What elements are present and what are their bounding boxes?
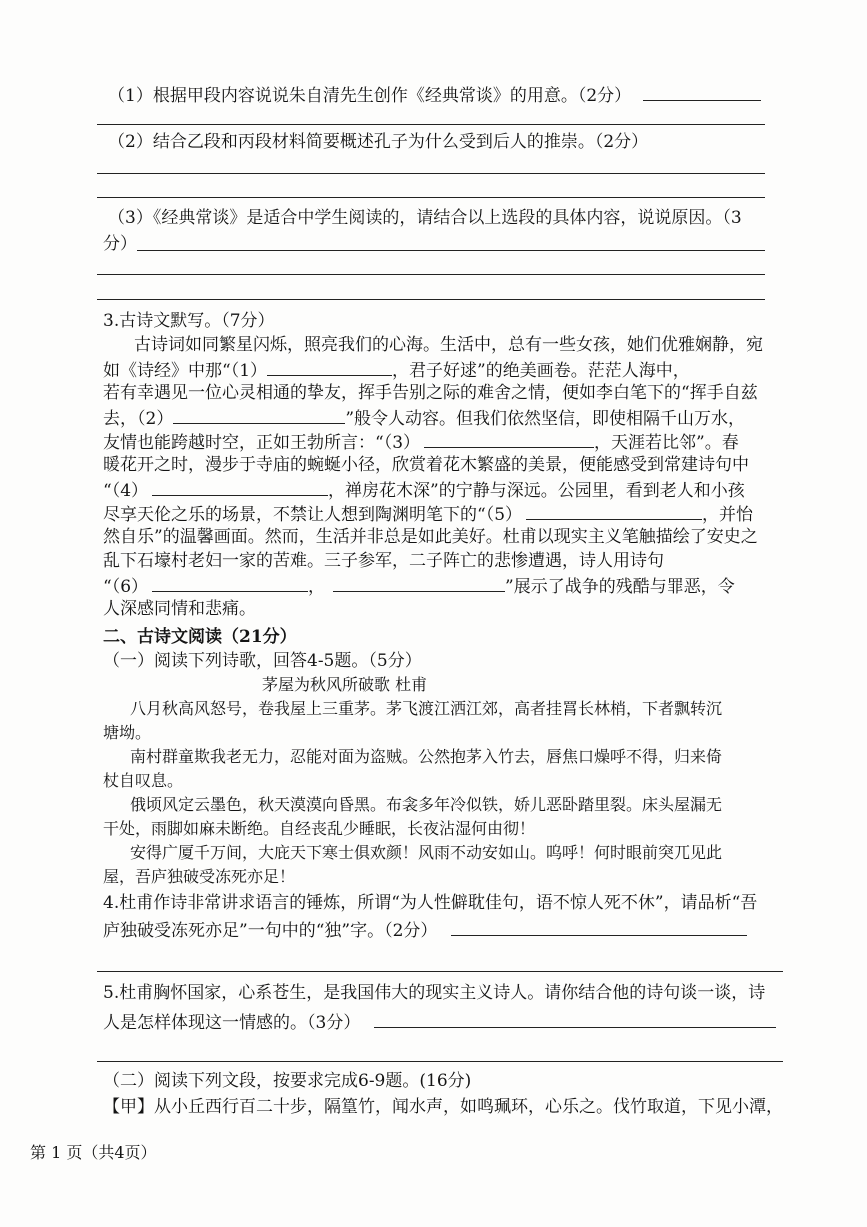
passage-line: 【甲】从小丘西行百二十步，隔篁竹，闻水声，如鸣珮环，心乐之。伐竹取道，下见小潭，	[103, 1097, 783, 1117]
poem-line: 八月秋高风怒号，卷我屋上三重茅。茅飞渡江洒江郊，高者挂罥长林梢，下者飘转沉	[130, 699, 723, 718]
dictation-line: “（6） ， ”展示了战争的残酷与罪恶，令	[103, 573, 735, 599]
subsection-heading: （一）阅读下列诗歌，回答4-5题。（5分）	[103, 651, 422, 671]
dictation-line: 尽享天伦之乐的场景，不禁让人想到陶渊明笔下的“（5） ，并怡	[103, 501, 753, 527]
answer-blank-1[interactable]	[267, 357, 392, 376]
question-5-cont: 人是怎样体现这一情感的。（3分）	[103, 1009, 776, 1035]
poem-line: 干处，雨脚如麻未断绝。自经丧乱少睡眠，长夜沾湿何由彻！	[103, 819, 536, 838]
dictation-line: 古诗词如同繁星闪烁，照亮我们的心海。生活中，总有一些女孩，她们优雅娴静，宛	[134, 335, 763, 355]
poem-line: 塘坳。	[103, 723, 152, 742]
answer-blank-3[interactable]	[424, 429, 594, 448]
dictation-line: 暖花开之时，漫步于寺庙的蜿蜒小径，欣赏着花木繁盛的美景，便能感受到常建诗句中	[103, 455, 749, 475]
answer-blank-6a[interactable]	[152, 573, 308, 592]
question-1-text: （1）根据甲段内容说说朱自清先生创作《经典常谈》的用意。（2分）	[108, 86, 632, 106]
question-3: （3）《经典常谈》是适合中学生阅读的，请结合以上选段的具体内容，说说原因。（3	[108, 208, 742, 228]
answer-blank[interactable]	[451, 917, 747, 936]
subsection-heading: （二）阅读下列文段，按要求完成6-9题。(16分)	[103, 1071, 472, 1091]
dictation-line: 若有幸遇见一位心灵相通的挚友，挥手告别之际的难舍之情，便如李白笔下的“挥手自兹	[103, 383, 758, 403]
answer-line[interactable]	[97, 124, 765, 125]
poem-title: 茅屋为秋风所破歌 杜甫	[262, 675, 428, 694]
poem-line: 杖自叹息。	[103, 771, 184, 790]
dictation-line: 乱下石壕村老妇一家的苦难。三子参军，二子阵亡的悲惨遭遇，诗人用诗句	[103, 551, 664, 571]
answer-line[interactable]	[97, 971, 783, 972]
answer-line[interactable]	[97, 299, 765, 300]
question-2: （2）结合乙段和丙段材料简要概述孔子为什么受到后人的推崇。（2分）	[108, 132, 649, 152]
question-1	[108, 82, 761, 108]
answer-blank-5[interactable]	[526, 501, 702, 520]
dictation-line: 友情也能跨越时空，正如王勃所言：“（3） ，天涯若比邻”。春	[103, 429, 739, 455]
question-4: 4.杜甫作诗非常讲求语言的锤炼，所谓“为人性僻耽佳句，语不惊人死不休”，请品析“吾	[103, 893, 758, 913]
answer-blank[interactable]	[643, 82, 761, 101]
dictation-line: “（4） ，禅房花木深”的宁静与深远。公园里，看到老人和小孩	[103, 477, 745, 503]
page-number: 第 1 页（共4页）	[30, 1143, 157, 1162]
answer-blank-2[interactable]	[173, 405, 345, 424]
dictation-line: 去，（2） ”般令人动容。但我们依然坚信，即使相隔千山万水，	[103, 405, 745, 431]
question-5: 5.杜甫胸怀国家，心系苍生，是我国伟大的现实主义诗人。请你结合他的诗句谈一谈，诗	[103, 983, 766, 1003]
dictation-heading: 3.古诗文默写。（7分）	[103, 311, 275, 331]
dictation-line: 人深感同情和悲痛。	[103, 599, 256, 619]
poem-line: 俄顷风定云墨色，秋天漠漠向昏黑。布衾多年冷似铁，娇儿恶卧踏里裂。床头屋漏无	[130, 795, 723, 814]
answer-line[interactable]	[97, 173, 765, 174]
poem-line: 南村群童欺我老无力，忍能对面为盗贼。公然抱茅入竹去，唇焦口燥呼不得，归来倚	[130, 747, 723, 766]
answer-line[interactable]	[97, 274, 765, 275]
poem-line: 安得广厦千万间，大庇天下寒士俱欢颜！风雨不动安如山。呜呼！何时眼前突兀见此	[130, 843, 723, 862]
answer-blank-4[interactable]	[152, 477, 328, 496]
answer-blank[interactable]	[374, 1009, 776, 1028]
answer-blank-6b[interactable]	[333, 573, 505, 592]
dictation-line: 然自乐”的温馨画面。然而，生活并非总是如此美好。杜甫以现实主义笔触描绘了安史之	[103, 527, 758, 547]
answer-line[interactable]	[97, 1061, 783, 1062]
section-heading: 二、古诗文阅读（21分）	[103, 627, 297, 647]
answer-line[interactable]	[137, 250, 765, 251]
dictation-line: 如《诗经》中那“（1） ，君子好逑”的绝美画卷。茫茫人海中，	[103, 357, 690, 383]
answer-line[interactable]	[97, 197, 765, 198]
question-4-cont: 庐独破受冻死亦足”一句中的“独”字。（2分）	[103, 917, 747, 943]
poem-line: 屋，吾庐独破受冻死亦足！	[103, 867, 296, 886]
question-3-cont: 分）	[103, 234, 137, 254]
